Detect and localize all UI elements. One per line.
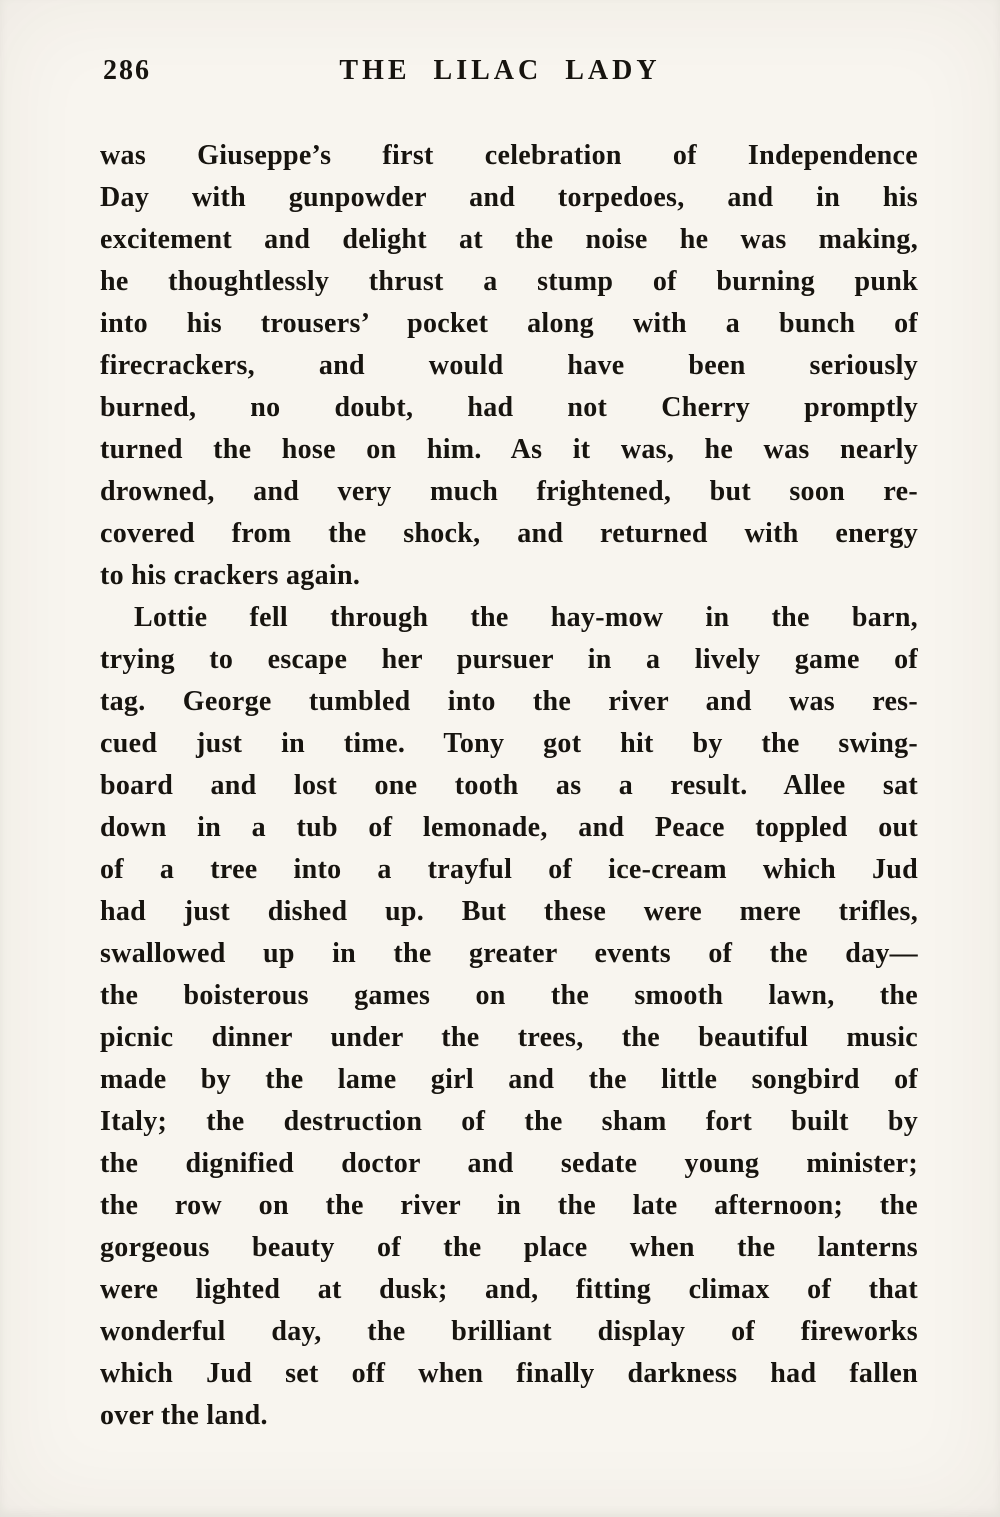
text-line: board and lost one tooth as a result. Allee sat <box>100 770 918 801</box>
text-line: Italy; the destruction of the sham fort built by <box>100 1106 918 1137</box>
text-line: the boisterous games on the smooth lawn, the <box>100 980 918 1011</box>
text-line: gorgeous beauty of the place when the lanterns <box>100 1232 918 1263</box>
text-line: were lighted at dusk; and, fitting climax of that <box>100 1274 918 1305</box>
text-line: wonderful day, the brilliant display of fireworks <box>100 1316 918 1347</box>
text-line: into his trousers’ pocket along with a bunch of <box>100 308 918 339</box>
text-line: turned the hose on him. As it was, he was nearly <box>100 434 918 465</box>
text-line: firecrackers, and would have been seriously <box>100 350 918 381</box>
text-line: Day with gunpowder and torpedoes, and in his <box>100 182 918 213</box>
text-line: had just dished up. But these were mere trifles, <box>100 896 918 927</box>
text-line: the row on the river in the late afternoon; the <box>100 1190 918 1221</box>
running-header-title: THE LILAC LADY <box>339 55 661 86</box>
page-number: 286 <box>103 55 151 86</box>
text-line: made by the lame girl and the little songbird of <box>100 1064 918 1095</box>
text-line: cued just in time. Tony got hit by the swing- <box>100 728 918 759</box>
text-line: swallowed up in the greater events of the day— <box>100 938 918 969</box>
text-line: the dignified doctor and sedate young minister; <box>100 1148 918 1179</box>
paragraph <box>100 135 918 597</box>
text-line: was Giuseppe’s first celebration of Independence <box>100 140 918 171</box>
text-line: covered from the shock, and returned with energy <box>100 518 918 549</box>
text-line: drowned, and very much frightened, but soon re- <box>100 476 918 507</box>
text-line: excitement and delight at the noise he was making, <box>100 224 918 255</box>
text-line: burned, no doubt, had not Cherry promptly <box>100 392 918 423</box>
page-body <box>100 135 918 1437</box>
text-line: picnic dinner under the trees, the beautiful music <box>100 1022 918 1053</box>
text-line: over the land. <box>100 1400 268 1431</box>
text-line: down in a tub of lemonade, and Peace toppled out <box>100 812 918 843</box>
running-header <box>0 0 1000 91</box>
text-line: trying to escape her pursuer in a lively game of <box>100 644 918 675</box>
text-line: which Jud set off when finally darkness had fallen <box>100 1358 918 1389</box>
paragraph <box>100 597 918 1437</box>
text-line: to his crackers again. <box>100 560 361 591</box>
text-line: Lottie fell through the hay-mow in the barn, <box>134 602 918 633</box>
text-line: tag. George tumbled into the river and was res- <box>100 686 918 717</box>
text-line: he thoughtlessly thrust a stump of burning punk <box>100 266 918 297</box>
text-line: of a tree into a trayful of ice-cream which Jud <box>100 854 918 885</box>
